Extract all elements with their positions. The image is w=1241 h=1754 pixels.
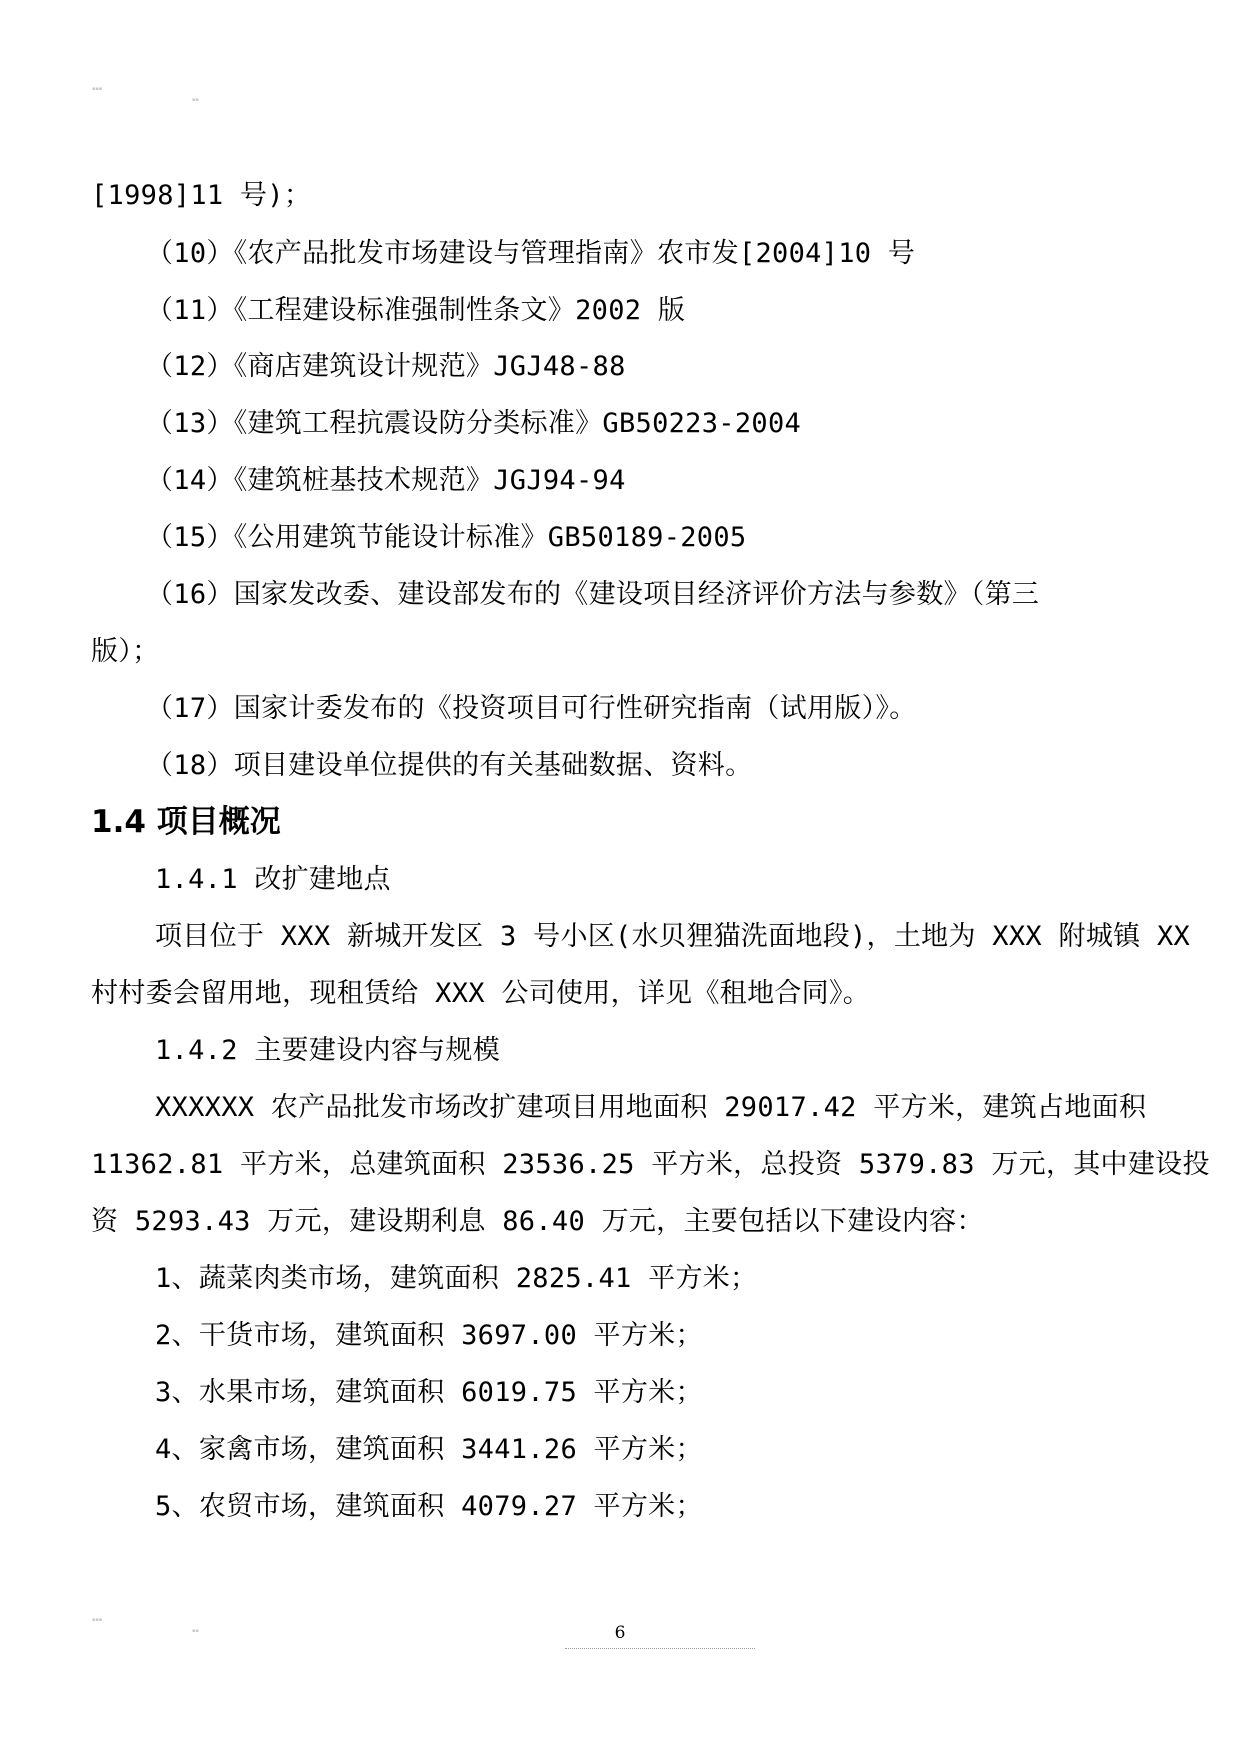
reference-item: （16）国家发改委、建设部发布的《建设项目经济评价方法与参数》（第三 [146,579,1040,610]
paragraph-line: 村村委会留用地，现租赁给 XXX 公司使用，详见《租地合同》。 [91,978,871,1009]
reference-item: （10）《农产品批发市场建设与管理指南》农市发[2004]10 号 [146,238,916,269]
paragraph-line: 11362.81 平方米，总建筑面积 23536.25 平方米，总投资 5379.83 万元，其中建设投 [91,1149,1210,1180]
text-line: [1998]11 号)； [91,180,312,211]
footer-divider [565,1648,755,1649]
reference-item: （12）《商店建筑设计规范》JGJ48-88 [146,351,626,382]
corner-mark: ▪▪▪ [92,86,103,92]
reference-item: （14）《建筑桩基技术规范》JGJ94-94 [146,465,626,496]
reference-item: （13）《建筑工程抗震设防分类标准》GB50223-2004 [146,408,802,439]
subsection-title: 1.4.2 主要建设内容与规模 [155,1035,501,1066]
corner-mark: ▪▪▪ [92,1617,103,1623]
paragraph-line: XXXXXX 农产品批发市场改扩建项目用地面积 29017.42 平方米，建筑占地面积 [155,1092,1147,1123]
corner-mark: ▪▪ [192,97,199,103]
list-item: 4、家禽市场，建筑面积 3441.26 平方米； [155,1434,703,1465]
list-item: 2、干货市场，建筑面积 3697.00 平方米； [155,1320,703,1351]
subsection-title: 1.4.1 改扩建地点 [155,864,391,895]
section-heading: 1.4 项目概况 [91,804,281,840]
list-item: 3、水果市场，建筑面积 6019.75 平方米； [155,1377,703,1408]
reference-item: （11）《工程建设标准强制性条文》2002 版 [146,295,686,326]
text-line: 版）； [91,636,160,667]
reference-item: （18）项目建设单位提供的有关基础数据、资料。 [146,750,753,781]
list-item: 5、农贸市场，建筑面积 4079.27 平方米； [155,1491,703,1522]
paragraph-line: 资 5293.43 万元，建设期利息 86.40 万元，主要包括以下建设内容： [91,1206,984,1237]
list-item: 1、蔬菜肉类市场，建筑面积 2825.41 平方米； [155,1263,758,1294]
paragraph-line: 项目位于 XXX 新城开发区 3 号小区(水贝狸猫洗面地段)，土地为 XXX 附城镇 XX [155,921,1191,952]
page-number: 6 [614,1623,626,1643]
reference-item: （17）国家计委发布的《投资项目可行性研究指南（试用版）》。 [146,693,917,724]
corner-mark: ▪▪ [192,1628,199,1634]
reference-item: （15）《公用建筑节能设计标准》GB50189-2005 [146,522,747,553]
